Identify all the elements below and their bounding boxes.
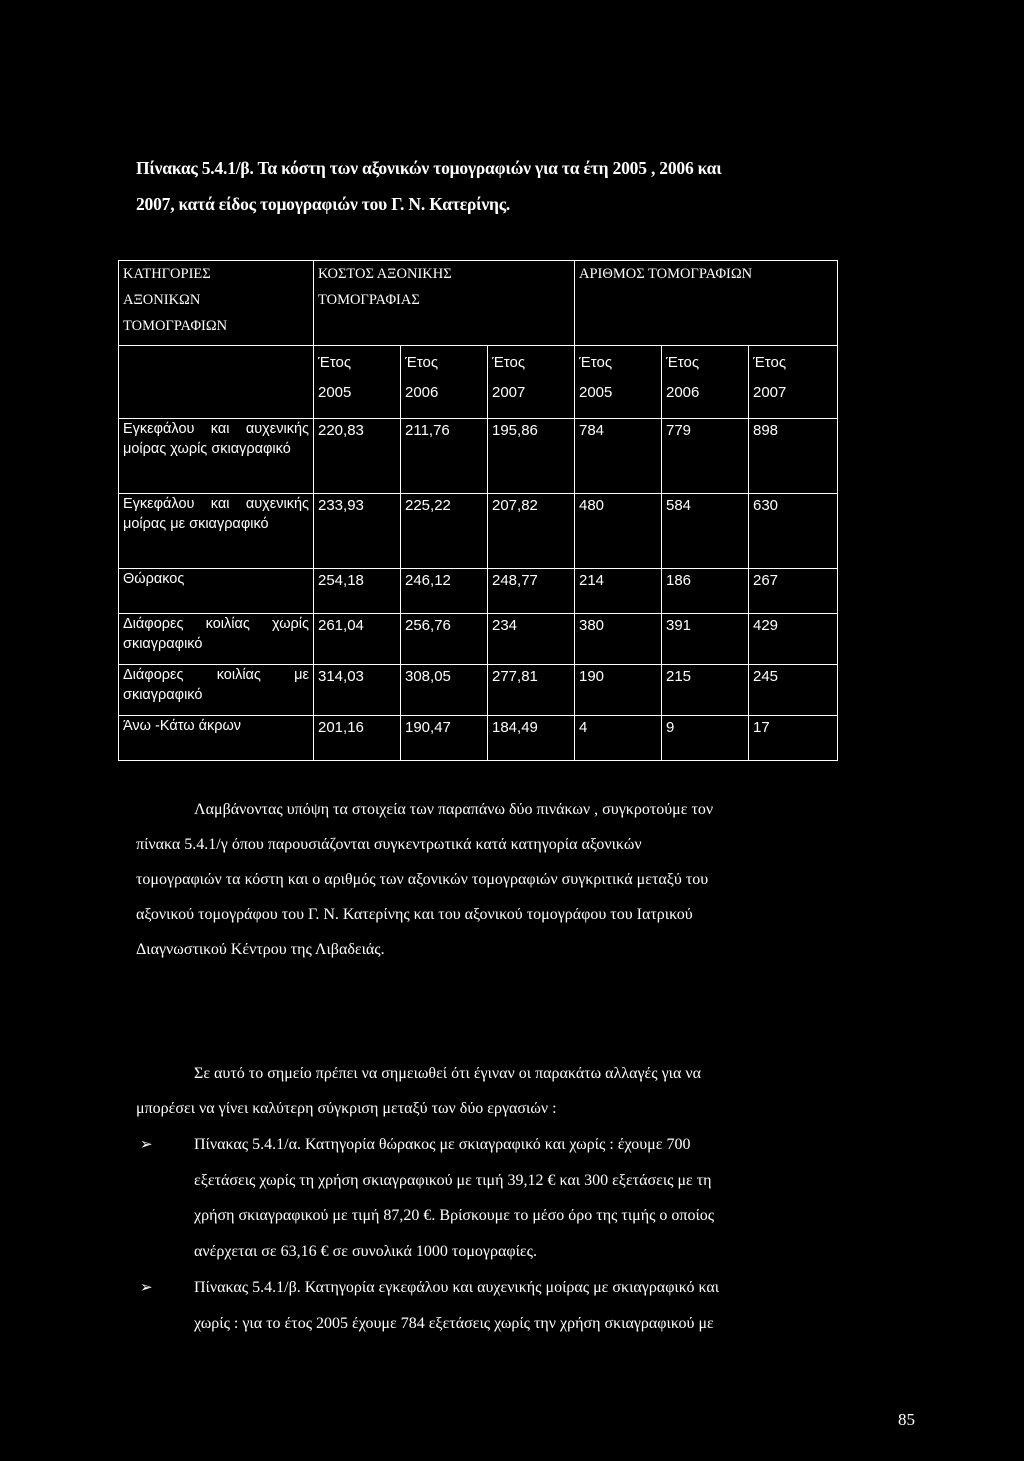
table-row [119,716,838,761]
header-cost-line: ΤΟΜΟΓΡΑΦΙΑΣ [318,292,420,308]
row-value: 184,49 [488,716,575,761]
row-value: 234 [488,614,575,665]
year-value: 2007 [492,384,526,401]
paragraph-summary [136,792,906,967]
year-label: Έτος [492,354,526,371]
paragraph-line: Διαγνωστικού Κέντρου της Λιβαδειάς. [136,941,385,958]
year-header [575,346,662,419]
row-value: 584 [662,494,749,569]
bullet-text: Πίνακας 5.4.1/α. Κατηγορία θώρακος με σκιαγραφικό και χωρίς : έχουμε 700 [194,1136,691,1153]
row-value: 784 [575,419,662,494]
row-value: 186 [662,569,749,614]
year-value: 2005 [579,384,613,401]
row-category: Εγκεφάλου και αυχενικής μοίρας με σκιαγραφικό [119,494,314,569]
row-value: 17 [749,716,838,761]
header-count [575,261,838,346]
row-category: Διάφορες κοιλίας χωρίς σκιαγραφικό [119,614,314,665]
paragraph-line: Λαμβάνοντας υπόψη τα στοιχεία των παραπάνω δύο πινάκων , συγκροτούμε τον [194,801,714,818]
year-label: Έτος [579,354,613,371]
table-row [119,569,838,614]
bullet-text: Πίνακας 5.4.1/β. Κατηγορία εγκεφάλου και αυχενικής μοίρας με σκιαγραφικό και [194,1279,720,1296]
year-value: 2005 [318,384,352,401]
table-row [119,419,838,494]
row-value: 429 [749,614,838,665]
row-value: 246,12 [401,569,488,614]
table-row [119,494,838,569]
caption-line-1: Πίνακας 5.4.1/β. Τα κόστη των αξονικών τομογραφιών για τα έτη 2005 , 2006 και [136,158,722,178]
header-cost [314,261,575,346]
year-value: 2006 [666,384,700,401]
paragraph-line: αξονικού τομογράφου του Γ. Ν. Κατερίνης και του αξονικού τομογράφου του Ιατρικού [136,906,693,923]
arrow-bullet-icon: ➢ [140,1135,153,1153]
year-label: Έτος [405,354,439,371]
year-label: Έτος [318,354,352,371]
header-cost-line: ΚΟΣΤΟΣ ΑΞΟΝΙΚΗΣ [318,266,452,282]
header-category [119,261,314,346]
year-header [401,346,488,419]
costs-table [118,260,838,761]
row-value: 898 [749,419,838,494]
row-value: 256,76 [401,614,488,665]
bullet-item-1 [136,1127,916,1269]
row-category: Διάφορες κοιλίας με σκιαγραφικό [119,665,314,716]
year-label: Έτος [666,354,700,371]
bullet-line [136,1127,916,1163]
row-value: 254,18 [314,569,401,614]
paragraph-line: μπορέσει να γίνει καλύτερη σύγκριση μεταξύ των δύο εργασιών : [136,1100,557,1117]
bullet-line: χρήση σκιαγραφικού με τιμή 87,20 €. Βρίσκουμε το μέσο όρο της τιμής ο οποίος [194,1207,715,1224]
table-caption [136,150,896,222]
year-label: Έτος [753,354,787,371]
bullet-line [136,1270,916,1306]
paragraph-changes [136,1056,906,1126]
row-value: 267 [749,569,838,614]
row-value: 207,82 [488,494,575,569]
header-category-line: ΚΑΤΗΓΟΡΙΕΣ [123,266,211,282]
row-value: 277,81 [488,665,575,716]
arrow-bullet-icon: ➢ [140,1278,153,1296]
row-value: 248,77 [488,569,575,614]
row-value: 214 [575,569,662,614]
year-value: 2007 [753,384,787,401]
bullet-line: ανέρχεται σε 63,16 € σε συνολικά 1000 τομογραφίες. [194,1242,537,1260]
row-value: 201,16 [314,716,401,761]
header-category-line: ΑΞΟΝΙΚΩΝ [123,292,201,308]
year-header [314,346,401,419]
bullet-item-2 [136,1270,916,1341]
row-value: 195,86 [488,419,575,494]
row-value: 211,76 [401,419,488,494]
paragraph-line: πίνακα 5.4.1/γ όπου παρουσιάζονται συγκεντρωτικά κατά κατηγορία αξονικών [136,836,642,853]
header-count-line: ΑΡΙΘΜΟΣ ΤΟΜΟΓΡΑΦΙΩΝ [579,266,753,282]
row-value: 190,47 [401,716,488,761]
row-value: 261,04 [314,614,401,665]
row-value: 9 [662,716,749,761]
year-header-empty [119,346,314,419]
row-value: 190 [575,665,662,716]
row-value: 225,22 [401,494,488,569]
row-value: 220,83 [314,419,401,494]
row-value: 480 [575,494,662,569]
row-value: 245 [749,665,838,716]
table-row [119,614,838,665]
row-value: 779 [662,419,749,494]
page-number: 85 [898,1410,915,1429]
row-value: 391 [662,614,749,665]
caption-line-2: 2007, κατά είδος τομογραφιών του Γ. Ν. Κατερίνης. [136,194,511,214]
bullet-line: χωρίς : για το έτος 2005 έχουμε 784 εξετάσεις χωρίς την χρήση σκιαγραφικού με [194,1314,714,1332]
row-value: 314,03 [314,665,401,716]
row-value: 215 [662,665,749,716]
header-category-line: ΤΟΜΟΓΡΑΦΙΩΝ [123,318,228,334]
row-value: 308,05 [401,665,488,716]
year-header [662,346,749,419]
year-header [749,346,838,419]
year-header [488,346,575,419]
row-value: 630 [749,494,838,569]
row-value: 233,93 [314,494,401,569]
row-category: Θώρακος [119,569,314,614]
row-value: 4 [575,716,662,761]
paragraph-line: τομογραφιών τα κόστη και ο αριθμός των αξονικών τομογραφιών συγκριτικά μεταξύ του [136,871,709,888]
row-category: Άνω -Κάτω άκρων [119,716,314,761]
row-value: 380 [575,614,662,665]
table-row [119,665,838,716]
bullet-line: εξετάσεις χωρίς τη χρήση σκιαγραφικού με τιμή 39,12 € και 300 εξετάσεις με τη [194,1171,712,1189]
paragraph-line: Σε αυτό το σημείο πρέπει να σημειωθεί ότι έγιναν οι παρακάτω αλλαγές για να [194,1065,701,1082]
year-value: 2006 [405,384,439,401]
row-category: Εγκεφάλου και αυχενικής μοίρας χωρίς σκιαγραφικό [119,419,314,494]
